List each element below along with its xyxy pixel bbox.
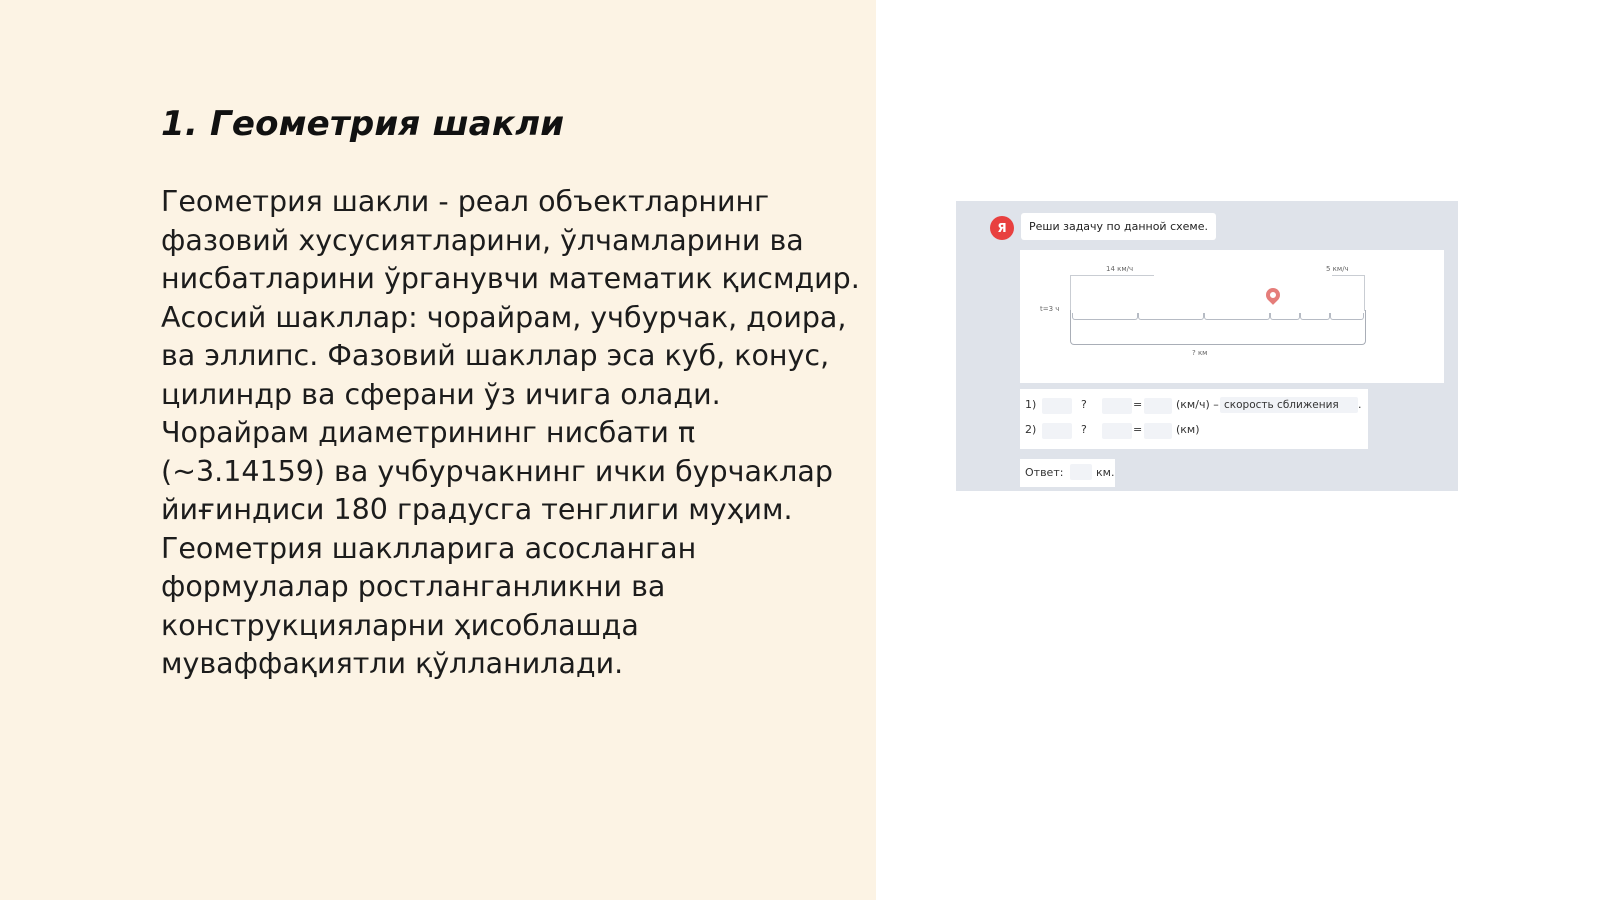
slide-body-text: Геометрия шакли - реал объектларнинг фазовий хусусиятларини, ўлчамларини ва нисбатларини ўрганувчи математик қисмдир. Асосий шакллар: чорайрам, учбурчак, доира, ва эллипс. Фазовий шакллар эса куб, конус, цилиндр ва сферани ўз ичига олади. Чорайрам диаметрининг нисбати π (~3.14159) ва учбурчакнинг ички бурчаклар йиғиндиси 180 градусга тенглиги муҳим. Геометрия шаклларига асосланган формулалар ростланганликни ва конструкцияларни ҳисоблашда муваффақиятли қўлланилади. — [161, 185, 860, 680]
calc-row-1 — [1020, 394, 1368, 416]
task-instruction: Реши задачу по данной схеме. — [1021, 213, 1216, 240]
equals-sign: = — [1133, 423, 1143, 436]
map-pin-icon — [1263, 285, 1283, 305]
left-speed-line — [1070, 275, 1154, 276]
unit-label: (км/ч) – — [1176, 398, 1219, 411]
right-speed-line — [1332, 275, 1364, 276]
row-number: 1) — [1025, 398, 1037, 411]
result-input[interactable] — [1144, 423, 1172, 439]
value-input[interactable] — [1042, 423, 1072, 439]
value-input[interactable] — [1042, 398, 1072, 414]
left-start-line — [1070, 275, 1071, 311]
motion-scheme — [1020, 250, 1444, 383]
speed-right-label: 5 км/ч — [1326, 265, 1349, 273]
task-screenshot — [956, 201, 1458, 491]
yandex-logo-icon: Я — [990, 216, 1014, 240]
answer-row — [1020, 459, 1115, 487]
operator-select[interactable]: ? — [1081, 398, 1087, 411]
value-input[interactable] — [1102, 423, 1132, 439]
distance-label: ? км — [1192, 349, 1208, 357]
row-number: 2) — [1025, 423, 1037, 436]
calc-row-2 — [1020, 419, 1368, 441]
value-input[interactable] — [1102, 398, 1132, 414]
answer-input[interactable] — [1070, 464, 1092, 480]
total-distance-bracket — [1070, 310, 1366, 345]
answer-label: Ответ: — [1025, 466, 1064, 479]
calculation-form — [1020, 389, 1368, 449]
speed-left-label: 14 км/ч — [1106, 265, 1134, 273]
quantity-select[interactable]: скорость сближения — [1220, 397, 1358, 413]
row-period: . — [1358, 398, 1362, 411]
slide-title: 1. Геометрия шакли — [161, 104, 565, 144]
answer-unit: км. — [1096, 466, 1115, 479]
equals-sign: = — [1133, 398, 1143, 411]
unit-label: (км) — [1176, 423, 1200, 436]
operator-select[interactable]: ? — [1081, 423, 1087, 436]
right-start-line — [1364, 275, 1365, 311]
time-label: t=3 ч — [1040, 305, 1060, 313]
result-input[interactable] — [1144, 398, 1172, 414]
